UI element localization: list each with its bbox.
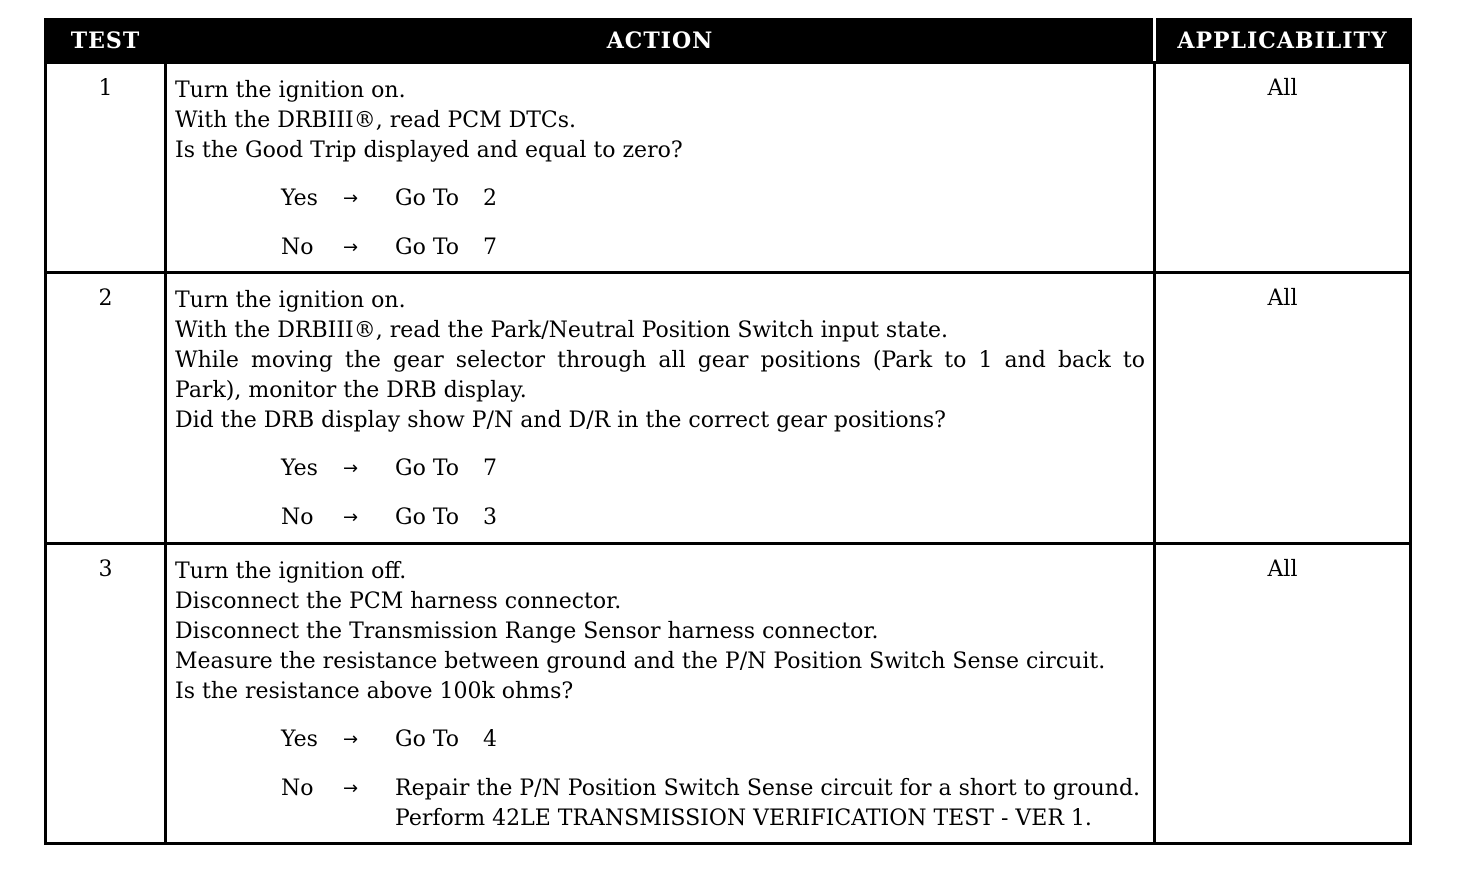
arrow-right-icon: →: [343, 507, 359, 528]
repair-line: Repair the P/N Position Switch Sense circuit for a short to ground.: [395, 776, 1141, 801]
answer-yes: [281, 725, 1145, 755]
goto-target: [395, 233, 1145, 263]
arrow-right-icon: →: [343, 237, 359, 258]
answer-yes: [281, 184, 1145, 214]
action-step: While moving the gear selector through all gear positions (Park to 1 and back to Park), monitor the DRB display.: [175, 348, 1145, 403]
answer-list: [175, 725, 1145, 834]
answer-label: No: [281, 235, 314, 260]
answer-list: [175, 184, 1145, 263]
header-test: TEST: [46, 20, 166, 63]
header-action: ACTION: [166, 20, 1155, 63]
action-step: Turn the ignition on.: [175, 78, 406, 103]
answer-yes: [281, 454, 1145, 484]
table-row: [46, 273, 1411, 544]
action-step: Disconnect the PCM harness connector.: [175, 589, 622, 614]
goto-number: 4: [483, 727, 498, 752]
action-step: Measure the resistance between ground and the P/N Position Switch Sense circuit.: [175, 649, 1106, 674]
answer-label: Yes: [281, 727, 318, 752]
action-cell: [166, 544, 1155, 844]
table-row: [46, 63, 1411, 273]
answer-label: No: [281, 776, 314, 801]
action-step: Turn the ignition on.: [175, 288, 406, 313]
action-step: With the DRBIII®, read PCM DTCs.: [175, 108, 577, 133]
answer-label: No: [281, 505, 314, 530]
answer-label: Yes: [281, 186, 318, 211]
arrow-right-icon: →: [343, 458, 359, 479]
answer-list: [175, 454, 1145, 533]
test-number: 3: [46, 544, 166, 844]
goto-number: 2: [483, 186, 498, 211]
table-row: [46, 544, 1411, 844]
answer-no: [281, 774, 1145, 834]
diagnostic-table-container: [44, 18, 1409, 845]
action-step: Disconnect the Transmission Range Sensor harness connector.: [175, 619, 879, 644]
goto-label: Go To: [395, 456, 460, 481]
action-step: Did the DRB display show P/N and D/R in the correct gear positions?: [175, 408, 946, 433]
goto-label: Go To: [395, 727, 460, 752]
goto-target: [395, 725, 1145, 755]
table-header-row: [46, 20, 1411, 63]
header-applicability: APPLICABILITY: [1155, 20, 1411, 63]
applicability-cell: All: [1155, 544, 1411, 844]
goto-target: [395, 184, 1145, 214]
goto-target: [395, 454, 1145, 484]
arrow-right-icon: →: [343, 729, 359, 750]
goto-target: [395, 503, 1145, 533]
goto-number: 3: [483, 505, 498, 530]
arrow-right-icon: →: [343, 188, 359, 209]
applicability-cell: All: [1155, 273, 1411, 544]
test-number: 1: [46, 63, 166, 273]
diagnostic-test-table: [44, 18, 1412, 845]
arrow-right-icon: →: [343, 778, 359, 799]
goto-label: Go To: [395, 235, 460, 260]
answer-label: Yes: [281, 456, 318, 481]
action-step: Is the resistance above 100k ohms?: [175, 679, 574, 704]
repair-line: Perform 42LE TRANSMISSION VERIFICATION TEST - VER 1.: [395, 806, 1092, 831]
goto-label: Go To: [395, 505, 460, 530]
action-step: Is the Good Trip displayed and equal to zero?: [175, 138, 683, 163]
action-cell: [166, 273, 1155, 544]
answer-no: [281, 503, 1145, 533]
answer-no: [281, 233, 1145, 263]
goto-number: 7: [483, 235, 498, 260]
action-cell: [166, 63, 1155, 273]
test-number: 2: [46, 273, 166, 544]
action-step: With the DRBIII®, read the Park/Neutral Position Switch input state.: [175, 318, 949, 343]
repair-instructions: [395, 774, 1145, 834]
applicability-cell: All: [1155, 63, 1411, 273]
action-step: Turn the ignition off.: [175, 559, 407, 584]
goto-label: Go To: [395, 186, 460, 211]
goto-number: 7: [483, 456, 498, 481]
